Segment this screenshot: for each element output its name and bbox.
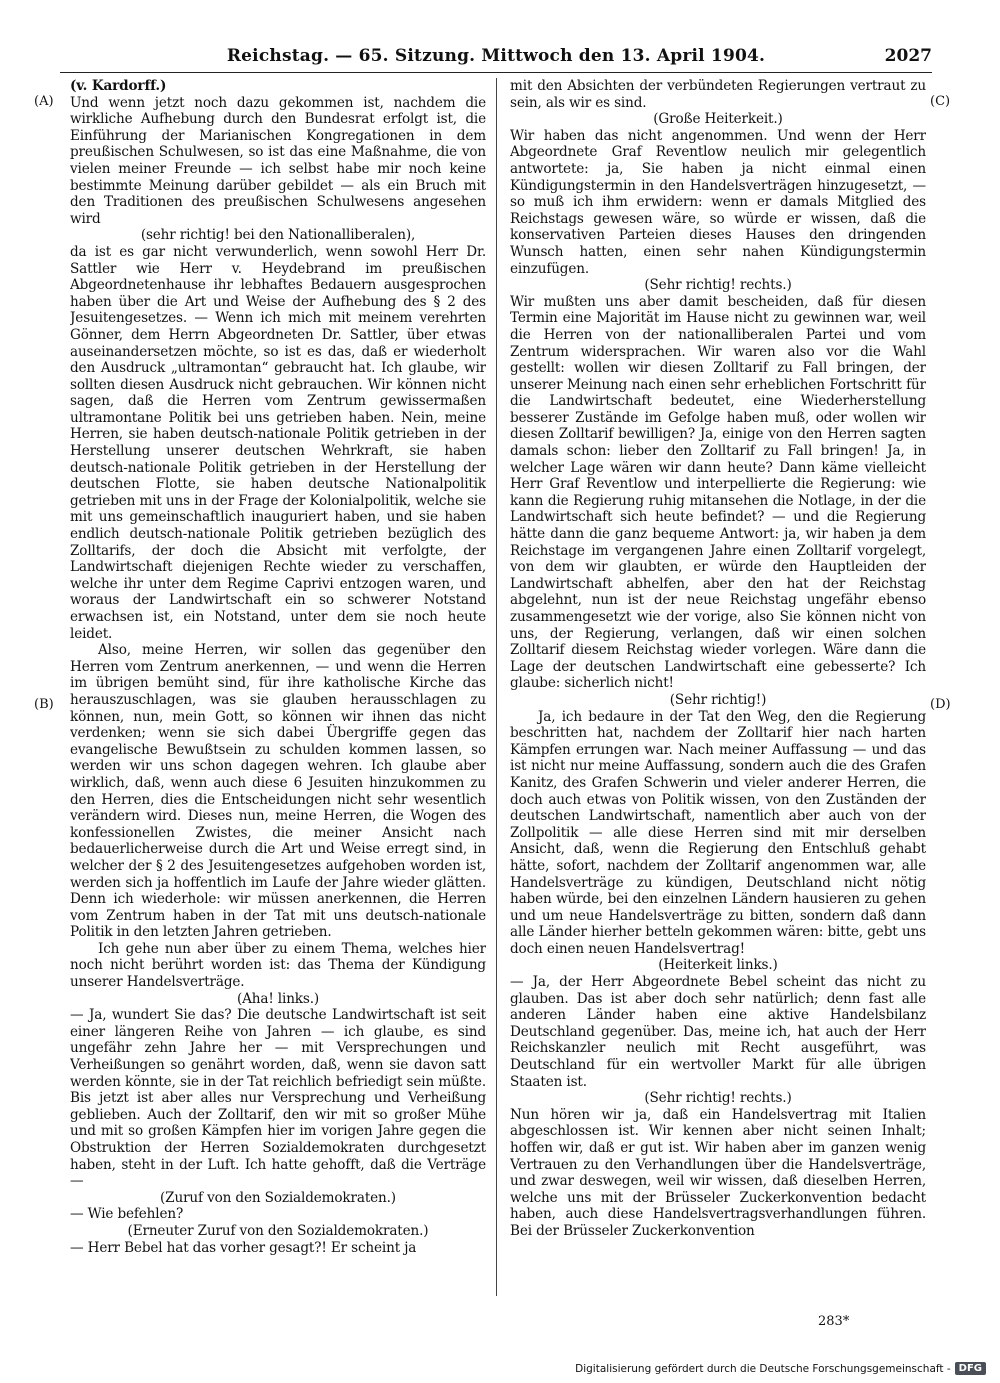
paragraph: — Ja, wundert Sie das? Die deutsche Landwirtschaft ist seit einer längeren Reihe von Jahren — ich glaube, es sind ungefähr zehn Jahre her — mit Versprechungen und Verheißungen so genährt worden, daß, wenn sie davon satt werden könnte, sie in der Tat reichlich befriedigt sein müßte. Bis jetzt ist aber alles nur Versprechung und Verheißung geblieben. Auch der Zolltarif, den wir mit so großer Mühe und mit so großen Kämpfen hier im vorigen Jahre gegen die Obstruktion der Herren Sozialdemokraten durchgesetzt haben, steht in der Luft. Ich hatte gehofft, daß die Verträge — — [70, 1007, 486, 1190]
footer — [575, 1362, 986, 1375]
column-divider — [496, 78, 497, 1296]
paragraph: Also, meine Herren, wir sollen das gegenüber den Herren vom Zentrum anerkennen, — und wenn die Herren im übrigen bemüht sind, für ihre katholische Kirche das herauszuschlagen, was sie glauben herausschlagen zu können, nun, mein Gott, so können wir ihnen das nicht verdenken; wenn sie sich dabei Übergriffe gegen das evangelische Bewußtsein zu schulden kommen lassen, so werden wir uns schon dagegen wehren. Ich glaube aber wirklich, daß, wenn auch diese 6 Jesuiten hinzukommen zu den Herren, dies die Entscheidungen nicht sehr wesentlich verändern wird. Dieses nun, meine Herren, die Wogen des konfessionellen Zwistes, die meiner Ansicht nach bedauerlicherweise durch die Art und Weise erregt sind, in welcher der § 2 des Jesuitengesetzes aufgehoben worden ist, werden sich ja hoffentlich im Laufe der Jahre wieder glätten. Denn ich wiederhole: wir müssen anerkennen, die Herren vom Zentrum haben in der Tat mit uns deutsch-nationale Politik in den letzten Jahren getrieben. — [70, 642, 486, 941]
paragraph: Wir mußten uns aber damit bescheiden, daß für diesen Termin eine Majorität im Hause nicht zu gewinnen war, weil die Herren von der nationalliberalen Partei und vom Zentrum widersprachen. Wir waren also vor die Wahl gestellt: wollen wir diesen Zolltarif zu Fall bringen, der unserer Meinung nach einen sehr erheblichen Fortschritt für die Landwirtschaft bedeutet, eine Wiederherstellung besserer Zustände im Gefolge haben muß, oder wollen wir diesen Zolltarif bewilligen? Ja, einige von den Herren sagten damals schon: lieber den Zolltarif zu Fall bringen! Ja, in welcher Lage wären wir dann heute? Dann käme vielleicht Herr Graf Reventlow und interpellierte die Regierung: wie kann die Regierung ruhig mitansehen die Notlage, in der die Landwirtschaft sich heute befindet? — und die Regierung hätte dann die ganz bequeme Antwort: ja, wir haben ja dem Reichstage im vergangenen Jahre einen Zolltarif vorgelegt, von dem wir glaubten, er würde den Hauptleiden der Landwirtschaft abhelfen, aber den hat der Reichstag abgelehnt, nun ist der neue Reichstag ungefähr ebenso zusammengesetzt wie der vorige, also Sie können nicht von uns, der Regierung, verlangen, daß wir einen solchen Zolltarif diesem Reichstag wieder vorlegen. Wäre dann die Lage der deutschen Landwirtschaft eine gebesserte? Ich glaube: sicherlich nicht! — [510, 293, 926, 692]
interjection: (Große Heiterkeit.) — [653, 111, 783, 128]
margin-mark-b: (B) — [34, 697, 54, 712]
paragraph: Wir haben das nicht angenommen. Und wenn der Herr Abgeordnete Graf Reventlow neulich mir gelegentlich antwortete: ja, Sie haben ja nicht einmal einen Kündigungstermin in den Handelsverträgen hinzugesetzt, — so muß ich ihm erwidern: wenn er damals Mitglied des Reichstags gewesen wäre, so würde er wissen, daß die konservativen Parteien dieses Hauses den dringenden Wunsch hatten, einen sehr nahen Kündigungstermin einzufügen. — [510, 127, 926, 277]
page-number: 2027 — [884, 46, 932, 66]
speaker-name: (v. Kardorff.) — [70, 78, 167, 94]
interjection: (Sehr richtig! rechts.) — [644, 1090, 792, 1107]
paragraph: — Wie befehlen? — [70, 1206, 184, 1223]
signature-mark: 283* — [818, 1314, 850, 1329]
dfg-logo: DFG — [955, 1362, 986, 1375]
running-title: Reichstag. — 65. Sitzung. Mittwoch den 13. April 1904. — [226, 46, 766, 66]
paragraph: Ja, ich bedaure in der Tat den Weg, den die Regierung beschritten hat, nachdem der Zolltarif hier nach harten Kämpfen errungen war. Nach meiner Auffassung — und das ist nicht nur meine Auffassung, sondern auch die des Grafen Kanitz, des Grafen Schwerin und vieler anderer Herren, die doch auch etwas von Politik wissen, von den Zuständen der deutschen Landwirtschaft, namentlich aber auch von der Zollpolitik — alle diese Herren sind mit mir derselben Ansicht, daß, wenn die Regierung den Entschluß gehabt hätte, sofort, nachdem der Zolltarif angenommen war, alle Handelsverträge zu kündigen, Deutschland nicht nötig haben würde, bei den einzelnen Ländern hausieren zu gehen und um neue Handelsverträge zu bitten, sondern daß dann alle Länder hierher betteln gekommen wären: bitte, gebt uns doch einen neuen Handelsvertrag! — [510, 708, 926, 957]
interjection: (Zuruf von den Sozialdemokraten.) — [160, 1189, 396, 1206]
paragraph: da ist es gar nicht verwunderlich, wenn sowohl Herr Dr. Sattler wie Herr v. Heydebrand im preußischen Abgeordnetenhause ihr lebhaftes Bedauern ausgesprochen haben über die Art und Weise der Aufhebung des § 2 des Jesuitengesetzes. — Wenn ich mich mit meinem verehrten Gönner, dem Herrn Abgeordneten Dr. Sattler, über etwas auseinandersetzen möchte, so ist es das, daß er wiederholt den Ausdruck „ultramontan“ gebraucht hat. Ich glaube, wir sollten diesen Ausdruck nicht gebrauchen. Wir können nicht sagen, daß die Herren vom Zentrum gewissermaßen ultramontane Politik bei uns getrieben haben. Nein, meine Herren, sie haben deutsch-nationale Politik getrieben in der Herstellung unserer deutschen Wehrkraft, sie haben deutsch-nationale Politik getrieben in der Herstellung der deutschen Flotte, sie haben deutsche Nationalpolitik getrieben mit uns in der Frage der Kolonialpolitik, welche sie mit uns gemeinschaftlich inauguriert haben, und sie haben endlich deutsch-nationale Politik getrieben bezüglich des Zolltarifs, der doch die Absicht mit verfolgte, der Landwirtschaft diejenigen Rechte wieder zu verschaffen, welche ihr unter dem Regime Caprivi entzogen waren, und woraus der Landwirtschaft ein so schwerer Notstand erwachsen ist, ein Notstand, unter dem sie noch heute leidet. — [70, 243, 486, 642]
page-header — [60, 46, 932, 73]
margin-mark-d: (D) — [930, 697, 951, 712]
paragraph: — Herr Bebel hat das vorher gesagt?! Er scheint ja — [70, 1239, 417, 1256]
left-column — [70, 78, 486, 1310]
interjection: (Sehr richtig!) — [669, 691, 767, 708]
paragraph: Und wenn jetzt noch dazu gekommen ist, nachdem die wirkliche Aufhebung durch den Bundesrat erfolgt ist, die Einführung der Marianischen Kongregationen in dem preußischen Schulwesen, so ist das eine Maßnahme, die von vielen meiner Freunde — ich selbst habe mir noch keine bestimmte Meinung darüber gebildet — als ein Bruch mit den Traditionen des preußischen Schulwesens angesehen wird — [70, 94, 486, 227]
margin-mark-a: (A) — [34, 94, 54, 109]
paragraph: Ich gehe nun aber über zu einem Thema, welches hier noch nicht berührt worden ist: das Thema der Kündigung unserer Handelsverträge. — [70, 940, 486, 991]
paragraph: Nun hören wir ja, daß ein Handelsvertrag mit Italien abgeschlossen ist. Wir kennen aber nicht seinen Inhalt; hoffen wir, daß er gut ist. Wir haben aber im ganzen wenig Vertrauen zu den Verhandlungen über die Handelsverträge, und zwar deswegen, weil wir wissen, daß dieselben Herren, welche uns mit der Brüsseler Zuckerkonvention bedacht haben, auch diese Handelsvertragsverhandlungen führen. Bei der Brüsseler Zuckerkonvention — [510, 1106, 926, 1239]
interjection: (Aha! links.) — [236, 990, 320, 1007]
interjection: (Erneuter Zuruf von den Sozialdemokraten.) — [127, 1222, 429, 1239]
right-column — [510, 78, 926, 1310]
margin-mark-c: (C) — [930, 94, 951, 109]
interjection: (sehr richtig! bei den Nationalliberalen), — [140, 227, 416, 244]
paragraph: mit den Absichten der verbündeten Regierungen vertraut zu sein, als wir es sind. — [510, 78, 926, 111]
footer-text: Digitalisierung gefördert durch die Deutsche Forschungsgemeinschaft - — [575, 1362, 951, 1375]
paragraph: — Ja, der Herr Abgeordnete Bebel scheint das nicht zu glauben. Das ist aber doch sehr natürlich; denn fast alle anderen Länder haben eine aktive Handelsbilanz Deutschland gegenüber. Das, meine ich, hat auch der Herr Reichskanzler neulich mit Recht ausgeführt, was Deutschland für ein wertvoller Markt für alle übrigen Staaten ist. — [510, 974, 926, 1090]
interjection: (Sehr richtig! rechts.) — [644, 277, 792, 294]
interjection: (Heiterkeit links.) — [658, 957, 778, 974]
